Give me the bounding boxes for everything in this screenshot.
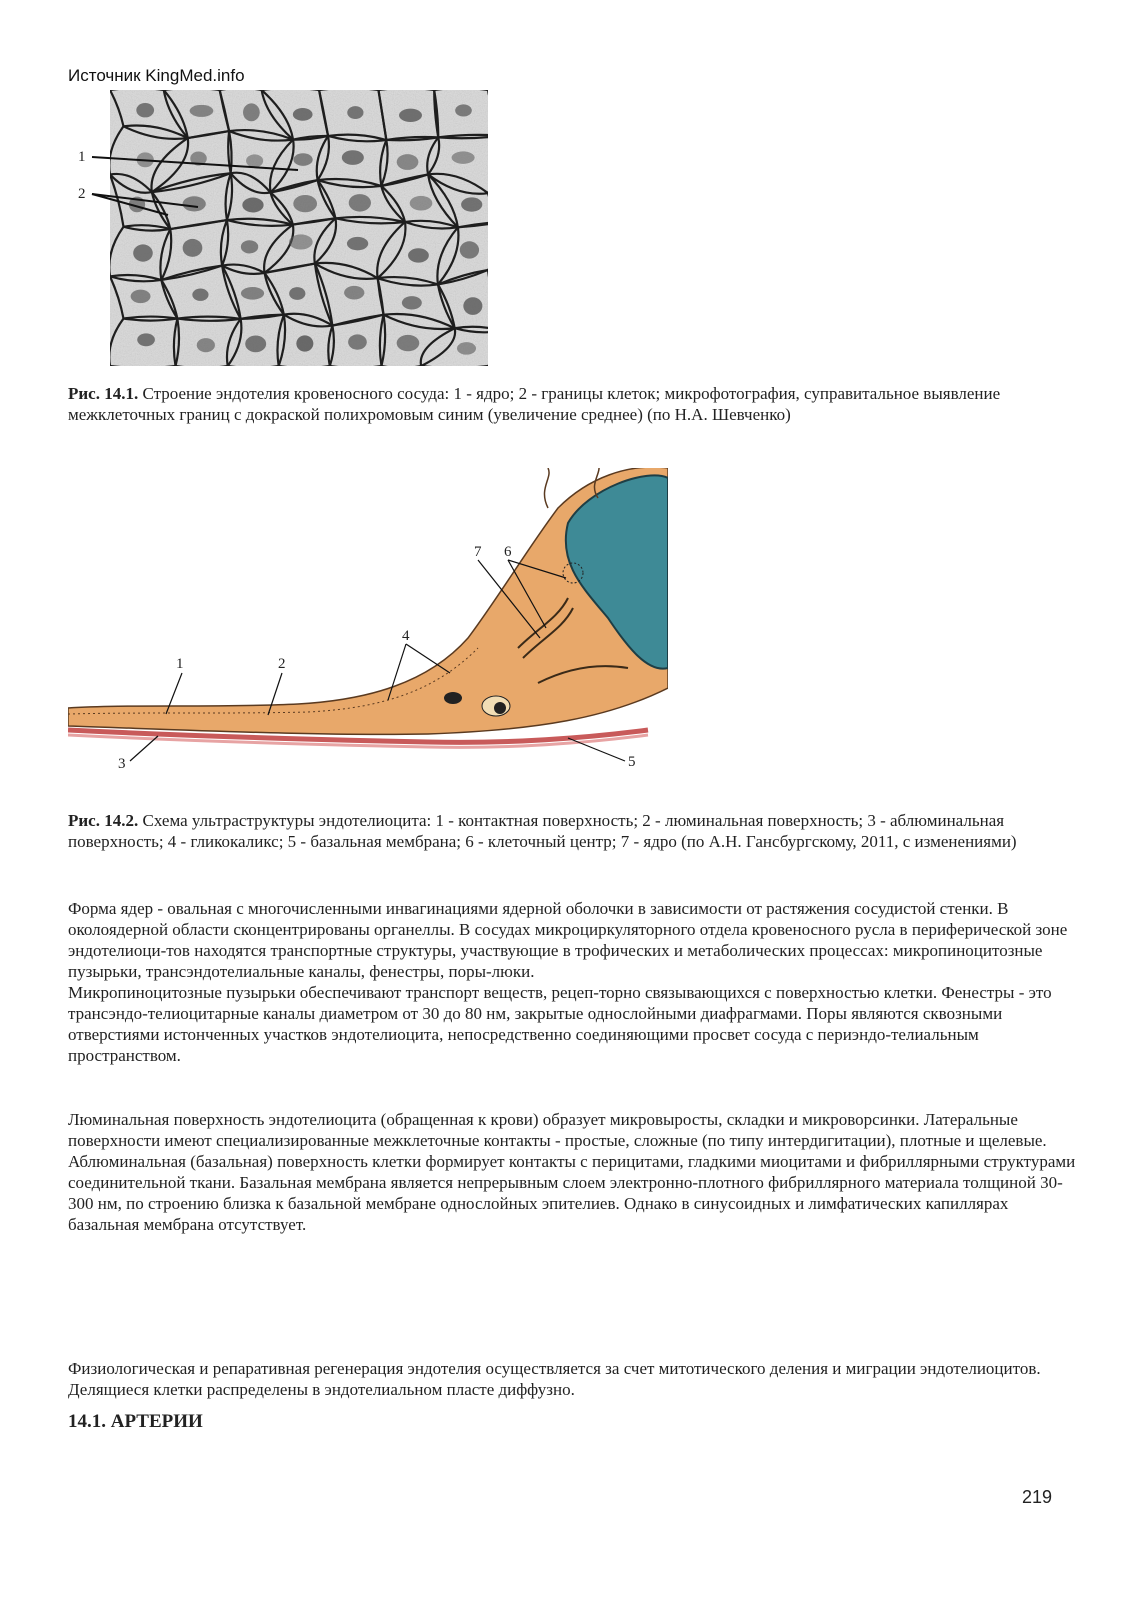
figure-1-caption-text: Строение эндотелия кровеносного сосуда: 1 - ядро; 2 - границы клеток; микрофотография, суправитальное выявление межклеточных границ с докраской полихромовым синим (увеличение среднее) (по Н.А. Шевченко): [68, 384, 1001, 424]
cell-nucleus: [347, 106, 363, 119]
cell-nucleus: [402, 296, 422, 309]
page-number: 219: [1022, 1487, 1053, 1507]
cell-nucleus: [137, 333, 155, 346]
figure-1-caption: [68, 383, 1068, 425]
cell-nucleus: [131, 290, 151, 304]
cell-nucleus: [296, 335, 313, 351]
cell-nucleus: [399, 109, 422, 122]
cell-nucleus: [183, 239, 203, 257]
cell-nucleus: [452, 151, 475, 163]
cell-nucleus: [348, 334, 367, 349]
paragraph-1b-text: Микропиноцитозные пузырьки обеспечивают транспорт веществ, рецеп-торно связывающихся с поверхностью клетки. Фенестры - это трансэндо-телиоцитарные каналы диаметром от 30 до 80 нм, закрытые однослойными диафрагмами. Поры являются сквозными отверстиями истонченных участков эндотелиоцита, непосредственно соединяющими просвет сосуда с периэндо-телиальным пространством.: [68, 983, 1052, 1065]
figure-2-diagram: [68, 468, 668, 790]
fig1-label-1: 1: [78, 149, 86, 165]
source-header: Источник KingMed.info: [68, 66, 245, 85]
cell-nucleus: [241, 240, 258, 253]
paragraph-3: Физиологическая и репаративная регенерация эндотелия осуществляется за счет митотического деления и миграции эндотелиоцитов. Делящиеся клетки распределены в эндотелиальном пласте диффузно.: [68, 1359, 1041, 1399]
cell-nucleus: [241, 287, 264, 300]
figure-2-caption-prefix: Рис. 14.2.: [68, 811, 139, 830]
cell-nucleus: [463, 297, 482, 315]
paragraph-1: [68, 898, 1078, 1066]
cell-nucleus: [410, 196, 433, 211]
cell-nucleus: [460, 241, 479, 258]
fig2-label-7: 7: [474, 544, 482, 560]
cell-nucleus: [133, 244, 153, 261]
figure-1-labels: [68, 90, 128, 366]
cell-nucleus: [293, 153, 312, 166]
paragraph-2: Люминальная поверхность эндотелиоцита (обращенная к крови) образует микровыросты, складки и микроворсинки. Латеральные поверхности имеют специализированные межклеточные контакты - простые, сложные (по типу интердигитации), плотные и щелевые. Аблюминальная (базальная) поверхность клетки формирует контакты с перицитами, гладкими миоцитами и фибриллярными структурами соединительной ткани. Базальная мембрана является непрерывным слоем электронно-плотного фибриллярного материала толщиной 30-300 нм, по строению близка к базальной мембране однослойных эпителиев. Однако в синусоидных и лимфатических капиллярах базальная мембрана отсутствует.: [68, 1110, 1076, 1234]
cell-nucleus: [293, 195, 317, 212]
cell-nucleus: [349, 194, 371, 211]
cell-nucleus: [289, 234, 313, 249]
fig2-label-5: 5: [628, 754, 636, 770]
cell-nucleus: [342, 150, 364, 165]
cell-nucleus: [243, 103, 260, 121]
figure-2-caption: [68, 810, 1068, 852]
section-heading: 14.1. АРТЕРИИ: [68, 1411, 203, 1432]
cell-nucleus: [455, 104, 472, 116]
figure-2-caption-text: Схема ультраструктуры эндотелиоцита: 1 - контактная поверхность; 2 - люминальная поверхность; 3 - аблюминальная поверхность; 4 - гликокаликс; 5 - базальная мембрана; 6 - клеточный центр; 7 - ядро (по А.Н. Гансбургскому, 2011, с изменениями): [68, 811, 1017, 851]
cell-nucleus: [197, 338, 215, 352]
cell-nucleus: [408, 248, 429, 262]
cell-nucleus: [192, 289, 208, 301]
cell-nucleus: [397, 154, 419, 170]
cell-nucleus: [136, 103, 154, 117]
cell-nucleus: [347, 237, 368, 250]
figure-1-caption-prefix: Рис. 14.1.: [68, 384, 139, 403]
cell-nucleus: [242, 197, 263, 212]
cell-nucleus: [293, 108, 313, 121]
fig2-label-2: 2: [278, 656, 286, 672]
cell-nucleus: [246, 154, 263, 167]
fig2-label-6: 6: [504, 544, 512, 560]
figure-1-micrograph: [110, 90, 488, 366]
fig2-label-4: 4: [402, 628, 410, 644]
paragraph-1-text: Форма ядер - овальная с многочисленными инвагинациями ядерной оболочки в зависимости от растяжения сосудистой стенки. В околоядерной области сконцентрированы органеллы. В сосудах микроциркуляторного отдела кровеносного русла в периферической зоне эндотелиоци-тов находятся транспортные структуры, участвующие в трофических и метаболических процессах: микропиноцитозные пузырьки, трансэндотелиальные каналы, фенестры, поры-люки.: [68, 899, 1068, 981]
cell-nucleus: [183, 196, 206, 211]
fig2-label-1: 1: [176, 656, 184, 672]
fig1-label-2: 2: [78, 186, 86, 202]
cell-nucleus: [289, 287, 305, 300]
fig2-label-3: 3: [118, 756, 126, 772]
cell-nucleus: [457, 342, 476, 355]
cell-nucleus: [344, 286, 364, 300]
cell-nucleus: [190, 105, 214, 117]
cell-nucleus: [461, 197, 482, 211]
cell-nucleus: [245, 336, 266, 353]
cell-nucleus: [397, 335, 420, 351]
